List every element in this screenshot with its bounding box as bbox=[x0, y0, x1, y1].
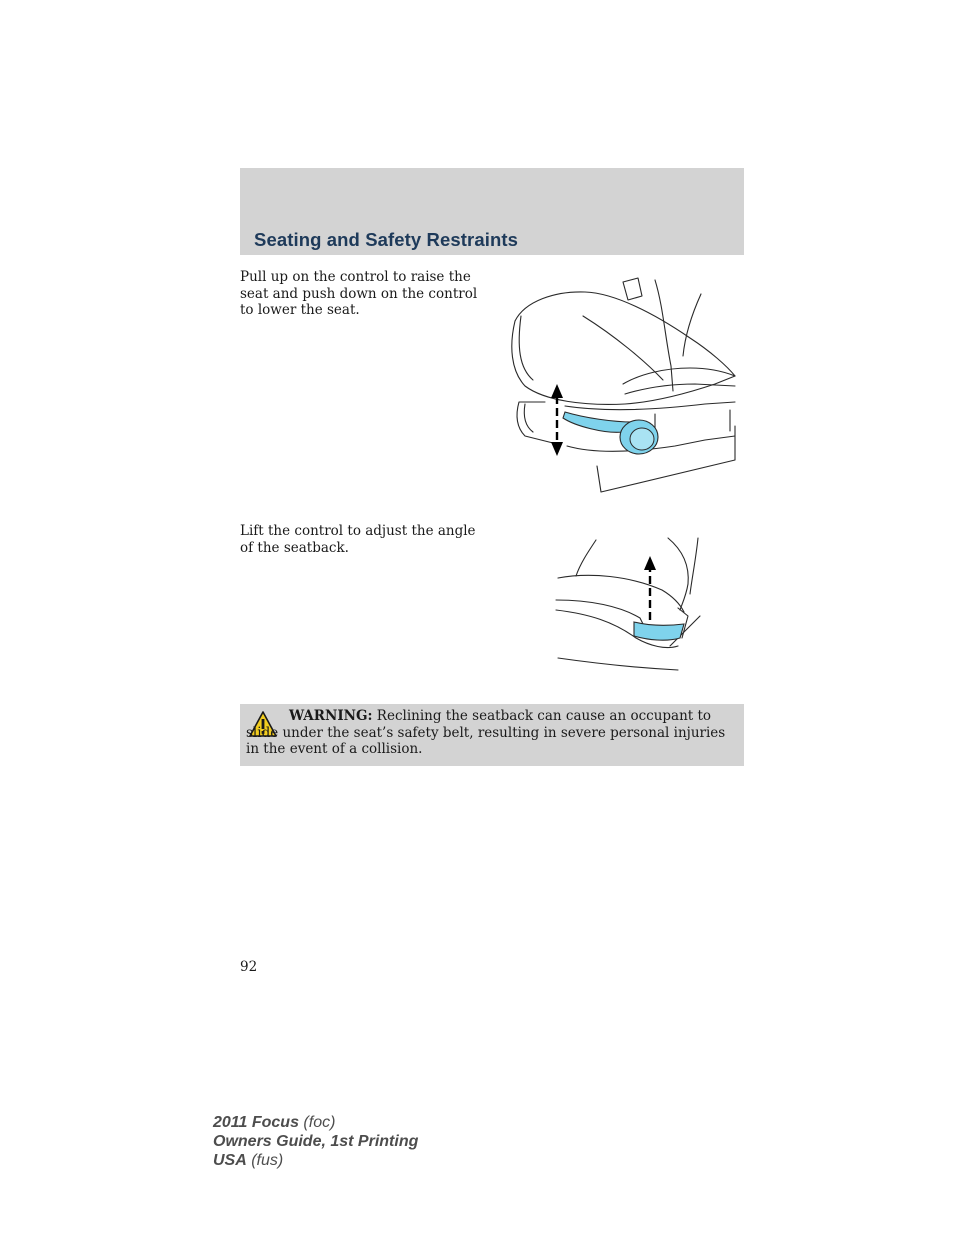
seatback-recline-lever-illustration bbox=[550, 534, 718, 678]
warning-body: Reclining the seatback can cause an occupant to slide under the seat’s safety belt, resulting in severe personal injuries in the event of a collision. bbox=[246, 708, 726, 757]
footer-line-2: Owners Guide, 1st Printing bbox=[213, 1133, 419, 1150]
section-title: Seating and Safety Restraints bbox=[254, 229, 519, 250]
seatback-angle-instructions: Lift the control to adjust the angle of the seatback. bbox=[240, 523, 476, 556]
warning-label: WARNING: bbox=[289, 708, 373, 724]
warning-box bbox=[240, 704, 744, 766]
footer bbox=[213, 1113, 418, 1170]
warning-text bbox=[246, 708, 732, 758]
footer-line-3: USA (fus) bbox=[213, 1152, 284, 1169]
footer-line-1: 2011 Focus (foc) bbox=[213, 1114, 336, 1131]
page-number: 92 bbox=[240, 959, 258, 975]
seat-height-adjust-illustration bbox=[505, 276, 741, 498]
seat-height-instructions: Pull up on the control to raise the seat and push down on the control to lower the seat. bbox=[240, 269, 478, 318]
section-header bbox=[240, 168, 744, 255]
